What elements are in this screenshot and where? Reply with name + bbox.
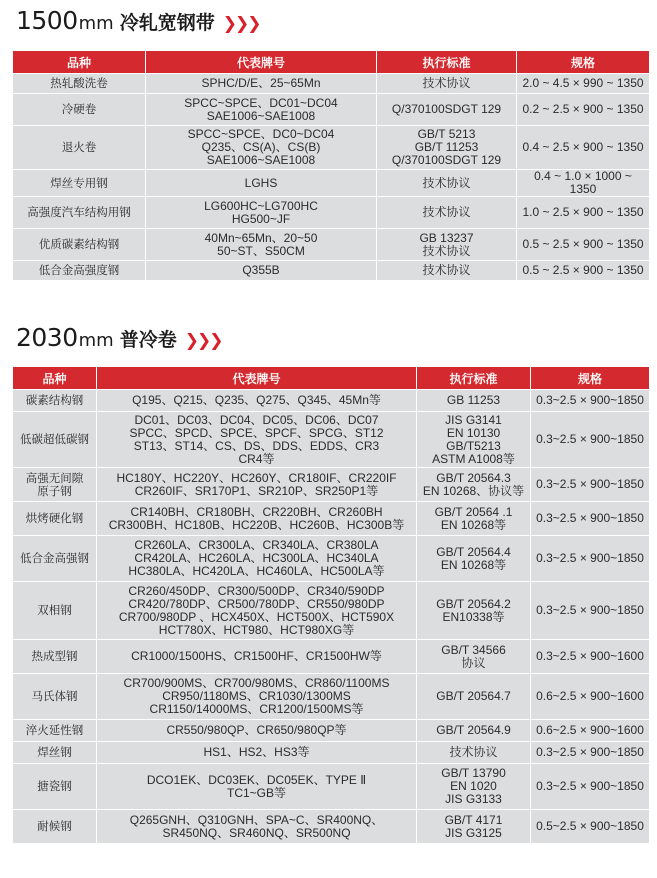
row-standard: GB 13237 技术协议 — [377, 229, 517, 261]
row-specification: 1.0 ~ 2.5 × 900 ~ 1350 — [517, 197, 650, 229]
row-specification: 0.5~2.5 × 900~1850 — [531, 810, 650, 844]
row-specification: 0.5 ~ 2.5 × 900 ~ 1350 — [517, 229, 650, 261]
row-category: 耐候钢 — [13, 810, 97, 844]
row-specification: 0.5 ~ 2.5 × 900 ~ 1350 — [517, 261, 650, 281]
row-specification: 0.4 ~ 1.0 × 1000 ~ 1350 — [517, 170, 650, 197]
row-grades: CR700/900MS、CR700/980MS、CR860/1100MS CR950/1180MS、CR1030/1300MS CR1150/14000MS、CR1200/1500MS等 — [97, 674, 417, 720]
row-grades: SPHC/D/E、25~65Mn — [146, 74, 377, 94]
row-category: 烘烤硬化钢 — [13, 502, 97, 536]
table-header-row — [13, 51, 650, 74]
header-specification: 规格 — [531, 367, 650, 390]
table-row — [13, 94, 650, 126]
table-row — [13, 412, 650, 468]
row-grades: SPCC~SPCE、DC0~DC04 Q235、CS(A)、CS(B) SAE1006~SAE1008 — [146, 126, 377, 170]
row-standard: GB/T 20564 .1 EN 10268等 — [417, 502, 531, 536]
row-grades: Q265GNH、Q310GNH、SPA~C、SR400NQ、 SR450NQ、SR460NQ、SR500NQ — [97, 810, 417, 844]
table-row — [13, 229, 650, 261]
row-standard: GB/T 20564.7 — [417, 674, 531, 720]
section2-title-unit: mm — [78, 330, 114, 351]
row-grades: SPCC~SPCE、DC01~DC04 SAE1006~SAE1008 — [146, 94, 377, 126]
row-grades: CR140BH、CR180BH、CR220BH、CR260BH CR300BH、HC180B、HC220B、HC260B、HC300B等 — [97, 502, 417, 536]
row-grades: Q195、Q215、Q235、Q275、Q345、45Mn等 — [97, 390, 417, 412]
row-specification: 0.3~2.5 × 900~1850 — [531, 764, 650, 810]
row-grades: DCO1EK、DC03EK、DC05EK、TYPE Ⅱ TC1~GB等 — [97, 764, 417, 810]
table-row — [13, 742, 650, 764]
row-specification: 0.3~2.5 × 900~1850 — [531, 412, 650, 468]
row-standard: GB/T 13790 EN 1020 JIS G3133 — [417, 764, 531, 810]
row-category: 焊丝钢 — [13, 742, 97, 764]
row-category: 双相钢 — [13, 582, 97, 640]
table-row — [13, 468, 650, 502]
table-row — [13, 582, 650, 640]
table-row — [13, 126, 650, 170]
section2-title — [16, 323, 221, 352]
header-category: 品种 — [13, 51, 146, 74]
row-category: 退火卷 — [13, 126, 146, 170]
row-specification: 0.3~2.5 × 900~1850 — [531, 390, 650, 412]
row-category: 焊丝专用钢 — [13, 170, 146, 197]
row-category: 热轧酸洗卷 — [13, 74, 146, 94]
row-grades: HC180Y、HC220Y、HC260Y、CR180IF、CR220IF CR260IF、SR170P1、SR210P、SR250P1等 — [97, 468, 417, 502]
row-standard: GB/T 20564.2 EN10338等 — [417, 582, 531, 640]
header-grades: 代表牌号 — [146, 51, 377, 74]
row-standard: GB/T 5213 GB/T 11253 Q/370100SDGT 129 — [377, 126, 517, 170]
row-specification: 0.3~2.5 × 900~1850 — [531, 582, 650, 640]
header-grades: 代表牌号 — [97, 367, 417, 390]
row-category: 高强无间隙 原子钢 — [13, 468, 97, 502]
row-specification: 2.0 ~ 4.5 × 990 ~ 1350 — [517, 74, 650, 94]
table-row — [13, 674, 650, 720]
header-category: 品种 — [13, 367, 97, 390]
row-category: 冷硬卷 — [13, 94, 146, 126]
table-row — [13, 170, 650, 197]
row-standard: GB 11253 — [417, 390, 531, 412]
section1-title-unit: mm — [78, 13, 114, 34]
row-grades: LGHS — [146, 170, 377, 197]
row-category: 碳素结构钢 — [13, 390, 97, 412]
header-standard: 执行标准 — [417, 367, 531, 390]
row-category: 搪瓷钢 — [13, 764, 97, 810]
section1-title-width: 1500 — [16, 6, 78, 35]
row-standard: JIS G3141 EN 10130 GB/T5213 ASTM A1008等 — [417, 412, 531, 468]
table-row — [13, 74, 650, 94]
spec-table-1500 — [12, 50, 650, 281]
row-category: 高强度汽车结构用钢 — [13, 197, 146, 229]
row-category: 马氏体钢 — [13, 674, 97, 720]
table-row — [13, 197, 650, 229]
row-standard: GB/T 4171 JIS G3125 — [417, 810, 531, 844]
row-specification: 0.6~2.5 × 900~1600 — [531, 720, 650, 742]
section2-title-name: 普冷卷 — [119, 329, 177, 351]
row-grades: CR260/450DP、CR300/500DP、CR340/590DP CR420/780DP、CR500/780DP、CR550/980DP CR700/980DP 、HCX450X、HCT500X、HCT590X HCT780X、HCT980、HCT980XG等 — [97, 582, 417, 640]
row-grades: CR550/980QP、CR650/980QP等 — [97, 720, 417, 742]
row-category: 热成型钢 — [13, 640, 97, 674]
row-specification: 0.3~2.5 × 900~1850 — [531, 502, 650, 536]
row-category: 低碳超低碳钢 — [13, 412, 97, 468]
row-specification: 0.2 ~ 2.5 × 900 ~ 1350 — [517, 94, 650, 126]
row-standard: 技术协议 — [377, 197, 517, 229]
row-standard: 技术协议 — [377, 261, 517, 281]
row-category: 优质碳素结构钢 — [13, 229, 146, 261]
row-grades: CR1000/1500HS、CR1500HF、CR1500HW等 — [97, 640, 417, 674]
row-specification: 0.6~2.5 × 900~1600 — [531, 674, 650, 720]
table-row — [13, 390, 650, 412]
table-row — [13, 810, 650, 844]
spec-table-2030 — [12, 366, 650, 844]
section1-title-name: 冷轧宽钢带 — [119, 12, 215, 34]
row-grades: DC01、DC03、DC04、DC05、DC06、DC07 SPCC、SPCD、SPCE、SPCF、SPCG、ST12 ST13、ST14、CS、DS、DDS、EDDS、CR3 CR4等 — [97, 412, 417, 468]
row-specification: 0.3~2.5 × 900~1850 — [531, 742, 650, 764]
table-row — [13, 261, 650, 281]
row-specification: 0.4 ~ 2.5 × 900 ~ 1350 — [517, 126, 650, 170]
table-row — [13, 640, 650, 674]
table-row — [13, 764, 650, 810]
row-category: 低合金高强度钢 — [13, 261, 146, 281]
row-standard: Q/370100SDGT 129 — [377, 94, 517, 126]
row-standard: GB/T 20564.3 EN 10268、协议等 — [417, 468, 531, 502]
row-category: 低合金高强钢 — [13, 536, 97, 582]
row-standard: GB/T 20564.4 EN 10268等 — [417, 536, 531, 582]
chevron-right-icon: ❯❯❯ — [222, 14, 260, 34]
row-specification: 0.3~2.5 × 900~1850 — [531, 536, 650, 582]
row-standard: 技术协议 — [417, 742, 531, 764]
table-row — [13, 720, 650, 742]
table-row — [13, 536, 650, 582]
row-category: 淬火延性钢 — [13, 720, 97, 742]
table-row — [13, 502, 650, 536]
row-standard: 技术协议 — [377, 170, 517, 197]
row-grades: LG600HC~LG700HC HG500~JF — [146, 197, 377, 229]
row-specification: 0.3~2.5 × 900~1600 — [531, 640, 650, 674]
header-standard: 执行标准 — [377, 51, 517, 74]
section2-title-width: 2030 — [16, 323, 78, 352]
section1-title — [16, 6, 259, 35]
row-standard: GB/T 20564.9 — [417, 720, 531, 742]
row-grades: Q355B — [146, 261, 377, 281]
row-specification: 0.3~2.5 × 900~1850 — [531, 468, 650, 502]
header-specification: 规格 — [517, 51, 650, 74]
row-standard: GB/T 34566 协议 — [417, 640, 531, 674]
row-grades: HS1、HS2、HS3等 — [97, 742, 417, 764]
row-grades: 40Mn~65Mn、20~50 50~ST、S50CM — [146, 229, 377, 261]
row-grades: CR260LA、CR300LA、CR340LA、CR380LA CR420LA、HC260LA、HC300LA、HC340LA HC380LA、HC420LA、HC460LA、HC500LA等 — [97, 536, 417, 582]
table-header-row — [13, 367, 650, 390]
row-standard: 技术协议 — [377, 74, 517, 94]
chevron-right-icon: ❯❯❯ — [184, 331, 222, 351]
